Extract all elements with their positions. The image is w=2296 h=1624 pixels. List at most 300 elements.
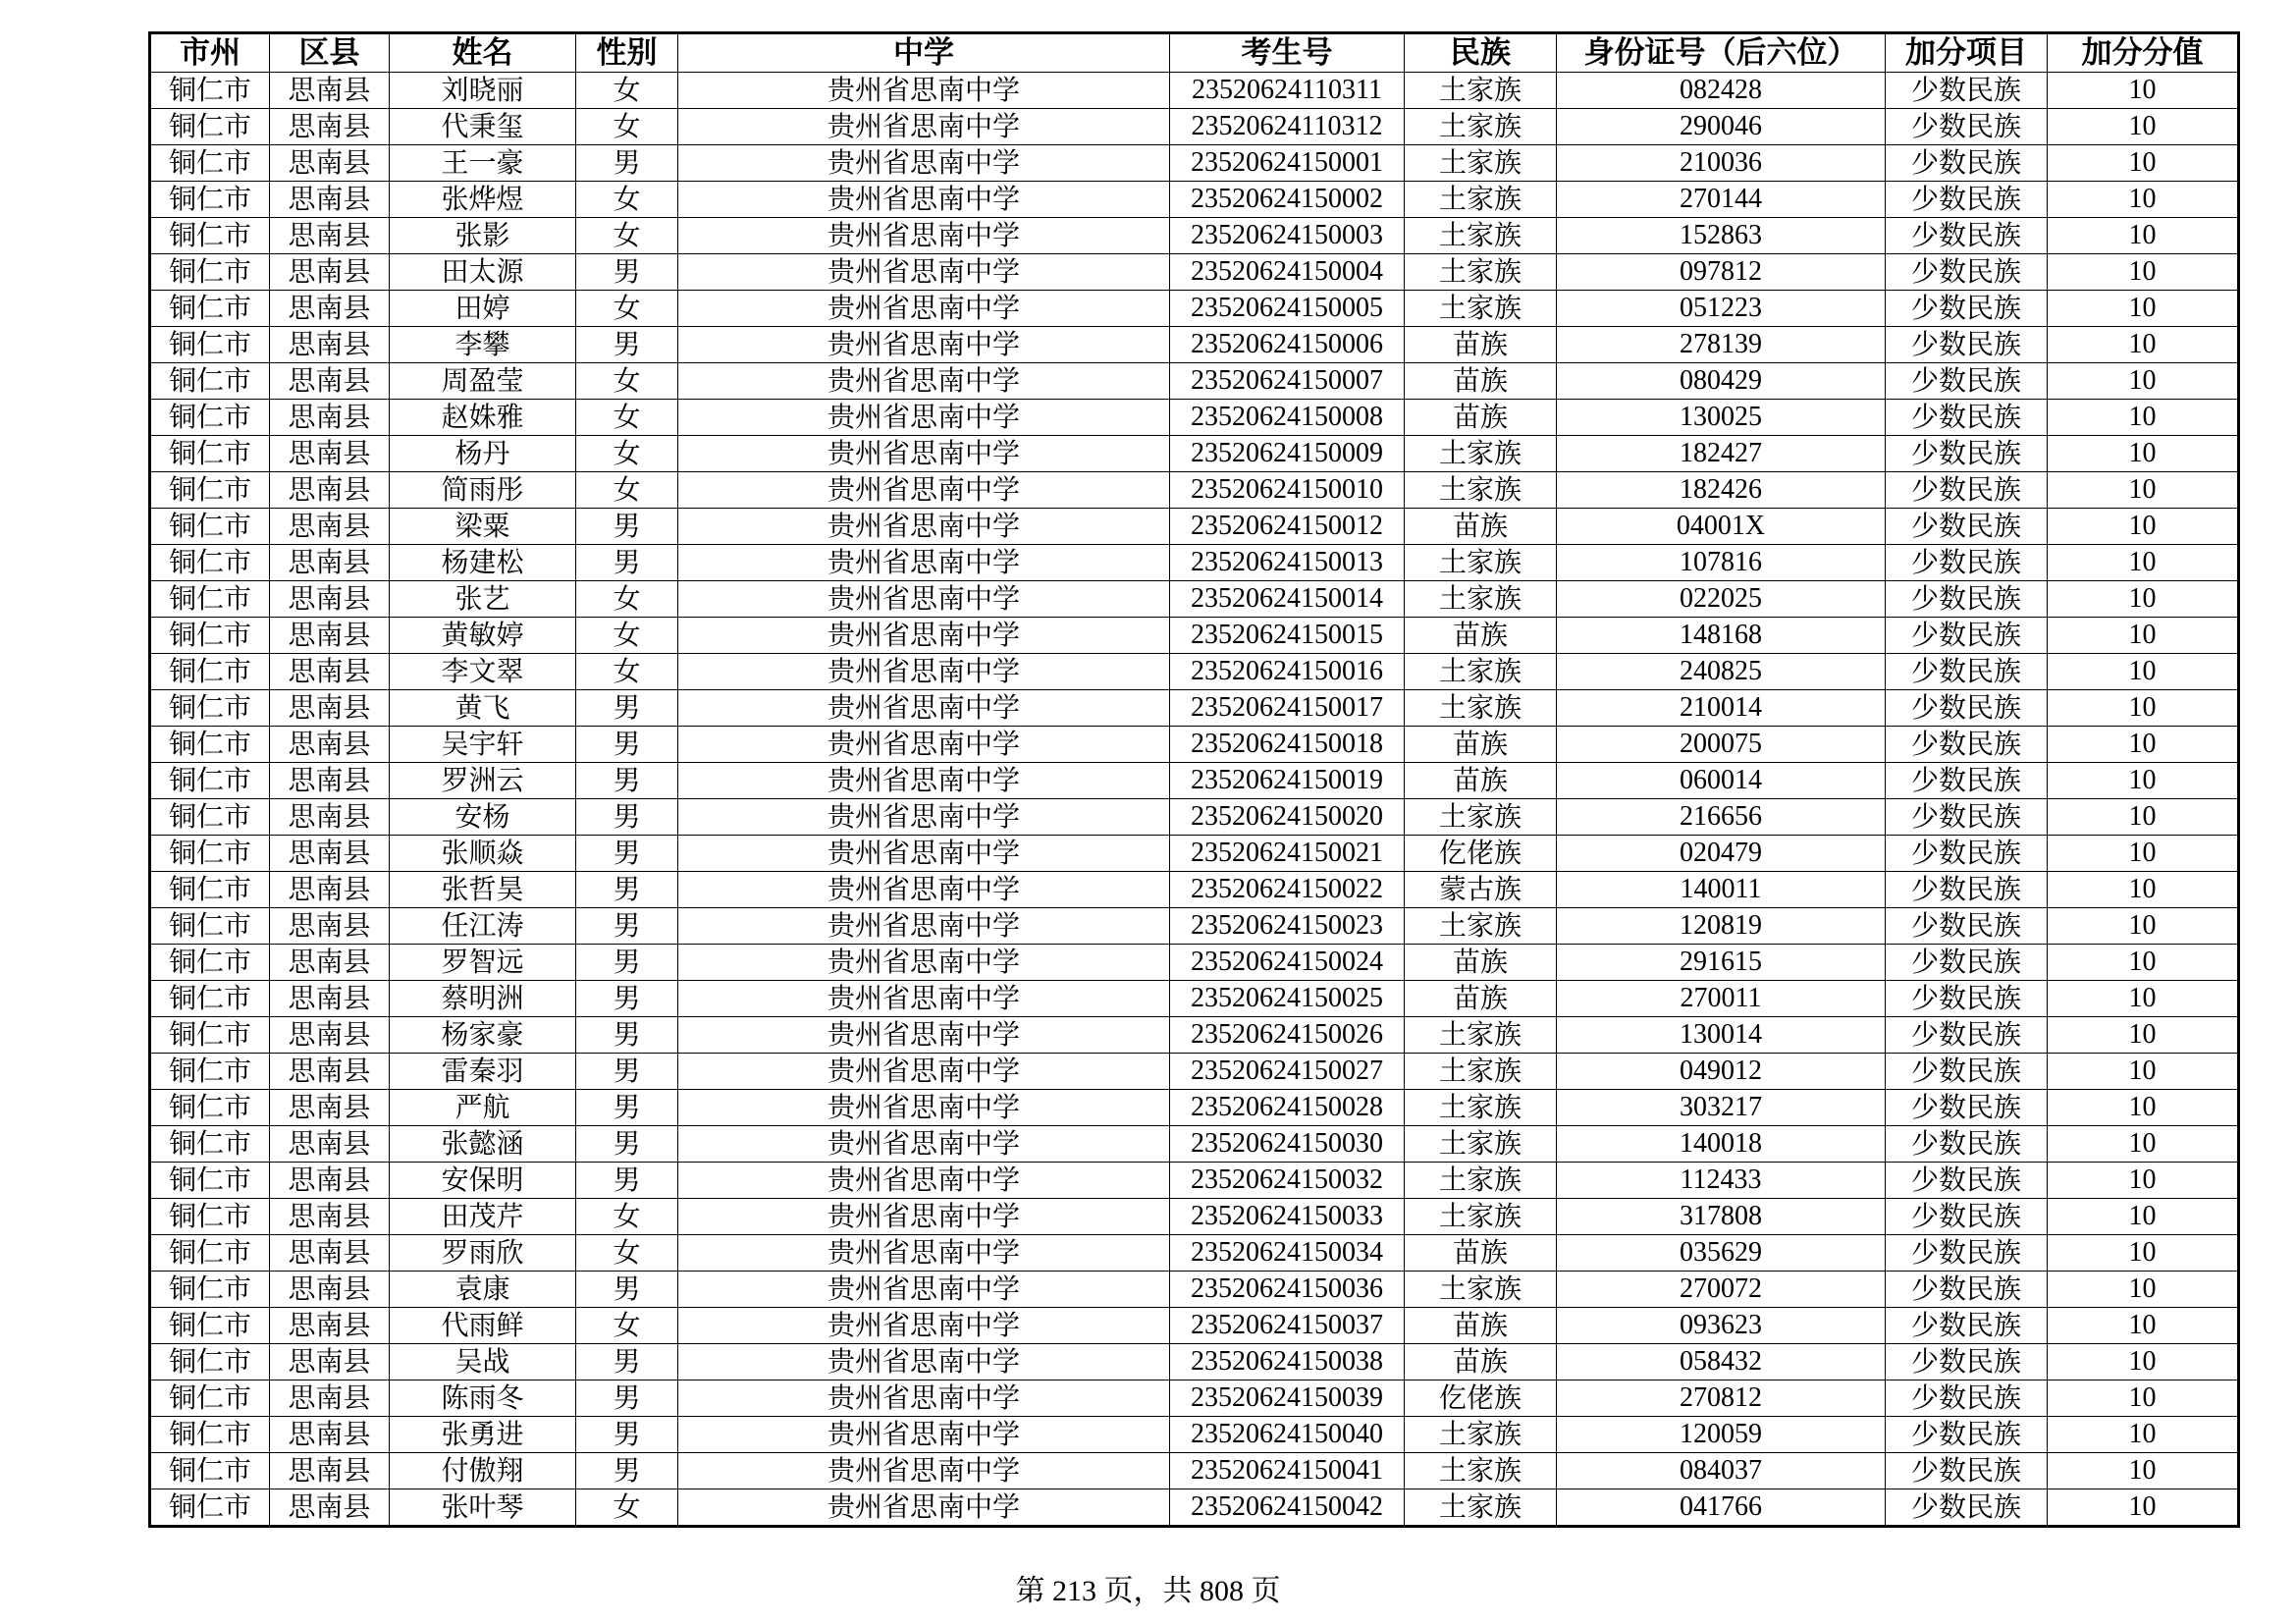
cell-name: 任江涛 <box>390 908 576 945</box>
cell-gender: 女 <box>576 1489 678 1527</box>
cell-ethnicity: 苗族 <box>1405 1308 1557 1344</box>
cell-bonus-value: 10 <box>2048 109 2239 145</box>
cell-county: 思南县 <box>270 291 390 327</box>
cell-exam-number: 23520624150024 <box>1170 945 1405 981</box>
table-row <box>150 1344 2239 1380</box>
cell-city: 铜仁市 <box>150 327 270 363</box>
cell-id-last-six: 290046 <box>1557 109 1886 145</box>
cell-bonus-value: 10 <box>2048 73 2239 109</box>
table-row <box>150 1126 2239 1163</box>
cell-bonus-item: 少数民族 <box>1886 945 2048 981</box>
cell-exam-number: 23520624150005 <box>1170 291 1405 327</box>
cell-bonus-value: 10 <box>2048 363 2239 400</box>
cell-bonus-value: 10 <box>2048 182 2239 218</box>
cell-bonus-value: 10 <box>2048 690 2239 727</box>
cell-county: 思南县 <box>270 1199 390 1235</box>
cell-gender: 男 <box>576 1380 678 1417</box>
cell-school: 贵州省思南中学 <box>678 945 1170 981</box>
header-gender: 性别 <box>576 33 678 73</box>
cell-school: 贵州省思南中学 <box>678 763 1170 799</box>
cell-exam-number: 23520624110312 <box>1170 109 1405 145</box>
cell-id-last-six: 035629 <box>1557 1235 1886 1272</box>
cell-id-last-six: 130014 <box>1557 1017 1886 1054</box>
cell-exam-number: 23520624150017 <box>1170 690 1405 727</box>
table-row <box>150 618 2239 654</box>
cell-county: 思南县 <box>270 400 390 436</box>
cell-city: 铜仁市 <box>150 799 270 836</box>
cell-bonus-item: 少数民族 <box>1886 509 2048 545</box>
cell-county: 思南县 <box>270 690 390 727</box>
cell-name: 代雨鲜 <box>390 1308 576 1344</box>
cell-school: 贵州省思南中学 <box>678 799 1170 836</box>
cell-name: 杨建松 <box>390 545 576 581</box>
cell-city: 铜仁市 <box>150 618 270 654</box>
cell-city: 铜仁市 <box>150 1308 270 1344</box>
table-row <box>150 1017 2239 1054</box>
cell-bonus-item: 少数民族 <box>1886 872 2048 908</box>
table-row <box>150 472 2239 509</box>
cell-bonus-value: 10 <box>2048 254 2239 291</box>
cell-gender: 男 <box>576 545 678 581</box>
cell-county: 思南县 <box>270 218 390 254</box>
cell-gender: 男 <box>576 254 678 291</box>
cell-gender: 男 <box>576 1054 678 1090</box>
table-row <box>150 363 2239 400</box>
cell-county: 思南县 <box>270 73 390 109</box>
cell-bonus-value: 10 <box>2048 1054 2239 1090</box>
cell-county: 思南县 <box>270 1417 390 1453</box>
cell-id-last-six: 107816 <box>1557 545 1886 581</box>
cell-exam-number: 23520624150021 <box>1170 836 1405 872</box>
cell-bonus-item: 少数民族 <box>1886 799 2048 836</box>
table-row <box>150 1090 2239 1126</box>
cell-county: 思南县 <box>270 1126 390 1163</box>
cell-name: 刘晓丽 <box>390 73 576 109</box>
cell-name: 付傲翔 <box>390 1453 576 1489</box>
cell-exam-number: 23520624150012 <box>1170 509 1405 545</box>
table-row <box>150 73 2239 109</box>
page-indicator: 第 213 页，共 808 页 <box>1015 1575 1281 1607</box>
cell-city: 铜仁市 <box>150 1344 270 1380</box>
cell-gender: 女 <box>576 109 678 145</box>
cell-id-last-six: 291615 <box>1557 945 1886 981</box>
cell-school: 贵州省思南中学 <box>678 1344 1170 1380</box>
cell-school: 贵州省思南中学 <box>678 472 1170 509</box>
cell-county: 思南县 <box>270 472 390 509</box>
cell-ethnicity: 苗族 <box>1405 727 1557 763</box>
cell-city: 铜仁市 <box>150 145 270 182</box>
cell-bonus-item: 少数民族 <box>1886 1017 2048 1054</box>
cell-gender: 男 <box>576 145 678 182</box>
cell-exam-number: 23520624150010 <box>1170 472 1405 509</box>
table-header-row <box>150 33 2239 73</box>
cell-city: 铜仁市 <box>150 908 270 945</box>
cell-city: 铜仁市 <box>150 1489 270 1527</box>
cell-county: 思南县 <box>270 618 390 654</box>
cell-city: 铜仁市 <box>150 509 270 545</box>
cell-school: 贵州省思南中学 <box>678 109 1170 145</box>
cell-id-last-six: 112433 <box>1557 1163 1886 1199</box>
cell-county: 思南县 <box>270 1344 390 1380</box>
cell-gender: 男 <box>576 727 678 763</box>
cell-bonus-value: 10 <box>2048 727 2239 763</box>
table-body <box>150 73 2239 1527</box>
table-row <box>150 145 2239 182</box>
cell-ethnicity: 苗族 <box>1405 509 1557 545</box>
cell-bonus-value: 10 <box>2048 1308 2239 1344</box>
header-id-last-six: 身份证号（后六位） <box>1557 33 1886 73</box>
cell-bonus-item: 少数民族 <box>1886 1272 2048 1308</box>
cell-bonus-value: 10 <box>2048 509 2239 545</box>
cell-school: 贵州省思南中学 <box>678 1453 1170 1489</box>
cell-school: 贵州省思南中学 <box>678 1054 1170 1090</box>
cell-school: 贵州省思南中学 <box>678 182 1170 218</box>
cell-gender: 男 <box>576 509 678 545</box>
cell-bonus-item: 少数民族 <box>1886 182 2048 218</box>
cell-school: 贵州省思南中学 <box>678 509 1170 545</box>
cell-city: 铜仁市 <box>150 254 270 291</box>
cell-exam-number: 23520624150039 <box>1170 1380 1405 1417</box>
cell-bonus-value: 10 <box>2048 1126 2239 1163</box>
cell-city: 铜仁市 <box>150 1163 270 1199</box>
cell-id-last-six: 082428 <box>1557 73 1886 109</box>
cell-exam-number: 23520624150036 <box>1170 1272 1405 1308</box>
cell-id-last-six: 317808 <box>1557 1199 1886 1235</box>
cell-exam-number: 23520624150013 <box>1170 545 1405 581</box>
cell-school: 贵州省思南中学 <box>678 1199 1170 1235</box>
cell-county: 思南县 <box>270 327 390 363</box>
cell-school: 贵州省思南中学 <box>678 581 1170 618</box>
cell-id-last-six: 084037 <box>1557 1453 1886 1489</box>
cell-bonus-item: 少数民族 <box>1886 1126 2048 1163</box>
cell-id-last-six: 051223 <box>1557 291 1886 327</box>
table-row <box>150 1308 2239 1344</box>
cell-county: 思南县 <box>270 1380 390 1417</box>
cell-school: 贵州省思南中学 <box>678 218 1170 254</box>
cell-gender: 女 <box>576 363 678 400</box>
header-school: 中学 <box>678 33 1170 73</box>
cell-name: 张影 <box>390 218 576 254</box>
cell-bonus-value: 10 <box>2048 1453 2239 1489</box>
cell-ethnicity: 土家族 <box>1405 472 1557 509</box>
cell-gender: 男 <box>576 799 678 836</box>
cell-county: 思南县 <box>270 908 390 945</box>
cell-exam-number: 23520624150020 <box>1170 799 1405 836</box>
cell-school: 贵州省思南中学 <box>678 727 1170 763</box>
cell-name: 吴战 <box>390 1344 576 1380</box>
cell-school: 贵州省思南中学 <box>678 1417 1170 1453</box>
cell-city: 铜仁市 <box>150 109 270 145</box>
cell-county: 思南县 <box>270 654 390 690</box>
cell-gender: 女 <box>576 1235 678 1272</box>
header-name: 姓名 <box>390 33 576 73</box>
cell-bonus-value: 10 <box>2048 908 2239 945</box>
cell-city: 铜仁市 <box>150 945 270 981</box>
cell-ethnicity: 土家族 <box>1405 1054 1557 1090</box>
cell-ethnicity: 苗族 <box>1405 945 1557 981</box>
cell-name: 陈雨冬 <box>390 1380 576 1417</box>
cell-name: 田茂芹 <box>390 1199 576 1235</box>
cell-county: 思南县 <box>270 581 390 618</box>
cell-name: 张哲昊 <box>390 872 576 908</box>
cell-school: 贵州省思南中学 <box>678 1163 1170 1199</box>
cell-exam-number: 23520624150004 <box>1170 254 1405 291</box>
cell-gender: 男 <box>576 1017 678 1054</box>
cell-city: 铜仁市 <box>150 400 270 436</box>
table-row <box>150 1272 2239 1308</box>
cell-exam-number: 23520624150015 <box>1170 618 1405 654</box>
cell-gender: 女 <box>576 472 678 509</box>
cell-county: 思南县 <box>270 109 390 145</box>
cell-bonus-value: 10 <box>2048 836 2239 872</box>
cell-ethnicity: 仡佬族 <box>1405 836 1557 872</box>
header-bonus-item: 加分项目 <box>1886 33 2048 73</box>
cell-exam-number: 23520624150009 <box>1170 436 1405 472</box>
cell-ethnicity: 土家族 <box>1405 436 1557 472</box>
cell-exam-number: 23520624150006 <box>1170 327 1405 363</box>
cell-gender: 女 <box>576 182 678 218</box>
cell-county: 思南县 <box>270 254 390 291</box>
cell-bonus-value: 10 <box>2048 1163 2239 1199</box>
cell-bonus-value: 10 <box>2048 654 2239 690</box>
cell-city: 铜仁市 <box>150 581 270 618</box>
cell-name: 蔡明洲 <box>390 981 576 1017</box>
cell-name: 简雨彤 <box>390 472 576 509</box>
cell-county: 思南县 <box>270 1235 390 1272</box>
cell-bonus-item: 少数民族 <box>1886 109 2048 145</box>
cell-ethnicity: 苗族 <box>1405 1344 1557 1380</box>
cell-bonus-value: 10 <box>2048 618 2239 654</box>
cell-gender: 男 <box>576 763 678 799</box>
cell-ethnicity: 土家族 <box>1405 254 1557 291</box>
table-row <box>150 654 2239 690</box>
cell-county: 思南县 <box>270 363 390 400</box>
cell-ethnicity: 土家族 <box>1405 799 1557 836</box>
cell-bonus-item: 少数民族 <box>1886 618 2048 654</box>
cell-ethnicity: 土家族 <box>1405 1126 1557 1163</box>
header-ethnicity: 民族 <box>1405 33 1557 73</box>
cell-gender: 男 <box>576 945 678 981</box>
cell-ethnicity: 仡佬族 <box>1405 1380 1557 1417</box>
cell-ethnicity: 土家族 <box>1405 1489 1557 1527</box>
cell-school: 贵州省思南中学 <box>678 654 1170 690</box>
cell-bonus-item: 少数民族 <box>1886 981 2048 1017</box>
cell-bonus-item: 少数民族 <box>1886 1489 2048 1527</box>
cell-bonus-item: 少数民族 <box>1886 1417 2048 1453</box>
cell-gender: 女 <box>576 218 678 254</box>
cell-exam-number: 23520624150022 <box>1170 872 1405 908</box>
cell-bonus-item: 少数民族 <box>1886 1380 2048 1417</box>
cell-ethnicity: 土家族 <box>1405 145 1557 182</box>
cell-exam-number: 23520624150027 <box>1170 1054 1405 1090</box>
cell-ethnicity: 苗族 <box>1405 400 1557 436</box>
cell-exam-number: 23520624150019 <box>1170 763 1405 799</box>
cell-bonus-item: 少数民族 <box>1886 581 2048 618</box>
cell-gender: 男 <box>576 1163 678 1199</box>
cell-city: 铜仁市 <box>150 182 270 218</box>
cell-bonus-item: 少数民族 <box>1886 1163 2048 1199</box>
table-row <box>150 690 2239 727</box>
table-row <box>150 1417 2239 1453</box>
cell-school: 贵州省思南中学 <box>678 1126 1170 1163</box>
cell-city: 铜仁市 <box>150 436 270 472</box>
cell-id-last-six: 058432 <box>1557 1344 1886 1380</box>
cell-bonus-item: 少数民族 <box>1886 1054 2048 1090</box>
cell-gender: 女 <box>576 436 678 472</box>
cell-gender: 男 <box>576 1090 678 1126</box>
cell-id-last-six: 148168 <box>1557 618 1886 654</box>
cell-county: 思南县 <box>270 436 390 472</box>
cell-exam-number: 23520624110311 <box>1170 73 1405 109</box>
cell-bonus-value: 10 <box>2048 1380 2239 1417</box>
cell-id-last-six: 200075 <box>1557 727 1886 763</box>
cell-exam-number: 23520624150028 <box>1170 1090 1405 1126</box>
cell-school: 贵州省思南中学 <box>678 400 1170 436</box>
table-row <box>150 254 2239 291</box>
cell-bonus-value: 10 <box>2048 981 2239 1017</box>
cell-name: 李攀 <box>390 327 576 363</box>
cell-exam-number: 23520624150033 <box>1170 1199 1405 1235</box>
cell-bonus-item: 少数民族 <box>1886 1199 2048 1235</box>
cell-school: 贵州省思南中学 <box>678 872 1170 908</box>
cell-id-last-six: 049012 <box>1557 1054 1886 1090</box>
cell-name: 黄飞 <box>390 690 576 727</box>
cell-city: 铜仁市 <box>150 1235 270 1272</box>
cell-exam-number: 23520624150032 <box>1170 1163 1405 1199</box>
bonus-points-table <box>148 31 2240 1528</box>
table-row <box>150 908 2239 945</box>
cell-school: 贵州省思南中学 <box>678 1380 1170 1417</box>
cell-id-last-six: 270812 <box>1557 1380 1886 1417</box>
cell-ethnicity: 土家族 <box>1405 182 1557 218</box>
cell-id-last-six: 152863 <box>1557 218 1886 254</box>
cell-ethnicity: 土家族 <box>1405 1090 1557 1126</box>
cell-school: 贵州省思南中学 <box>678 981 1170 1017</box>
cell-county: 思南县 <box>270 1054 390 1090</box>
cell-name: 张顺焱 <box>390 836 576 872</box>
cell-bonus-value: 10 <box>2048 1417 2239 1453</box>
cell-id-last-six: 097812 <box>1557 254 1886 291</box>
cell-exam-number: 23520624150008 <box>1170 400 1405 436</box>
cell-county: 思南县 <box>270 182 390 218</box>
cell-bonus-item: 少数民族 <box>1886 1453 2048 1489</box>
cell-ethnicity: 苗族 <box>1405 618 1557 654</box>
cell-ethnicity: 土家族 <box>1405 908 1557 945</box>
table-row <box>150 981 2239 1017</box>
cell-id-last-six: 182427 <box>1557 436 1886 472</box>
cell-bonus-item: 少数民族 <box>1886 763 2048 799</box>
table-row <box>150 436 2239 472</box>
table-row <box>150 1380 2239 1417</box>
cell-gender: 男 <box>576 836 678 872</box>
cell-gender: 女 <box>576 73 678 109</box>
cell-county: 思南县 <box>270 1308 390 1344</box>
cell-bonus-item: 少数民族 <box>1886 327 2048 363</box>
cell-county: 思南县 <box>270 836 390 872</box>
cell-id-last-six: 270011 <box>1557 981 1886 1017</box>
cell-city: 铜仁市 <box>150 291 270 327</box>
cell-exam-number: 23520624150007 <box>1170 363 1405 400</box>
cell-gender: 男 <box>576 1126 678 1163</box>
cell-school: 贵州省思南中学 <box>678 1235 1170 1272</box>
table-row <box>150 763 2239 799</box>
cell-bonus-value: 10 <box>2048 799 2239 836</box>
cell-school: 贵州省思南中学 <box>678 1272 1170 1308</box>
cell-exam-number: 23520624150001 <box>1170 145 1405 182</box>
cell-ethnicity: 土家族 <box>1405 1163 1557 1199</box>
cell-id-last-six: 130025 <box>1557 400 1886 436</box>
cell-bonus-item: 少数民族 <box>1886 1308 2048 1344</box>
cell-id-last-six: 060014 <box>1557 763 1886 799</box>
table-row <box>150 400 2239 436</box>
cell-id-last-six: 093623 <box>1557 1308 1886 1344</box>
cell-bonus-value: 10 <box>2048 400 2239 436</box>
cell-gender: 男 <box>576 981 678 1017</box>
cell-county: 思南县 <box>270 1090 390 1126</box>
cell-gender: 女 <box>576 400 678 436</box>
cell-id-last-six: 278139 <box>1557 327 1886 363</box>
table-row <box>150 872 2239 908</box>
cell-bonus-value: 10 <box>2048 1235 2239 1272</box>
cell-school: 贵州省思南中学 <box>678 836 1170 872</box>
cell-name: 赵姝雅 <box>390 400 576 436</box>
cell-county: 思南县 <box>270 145 390 182</box>
table-row <box>150 218 2239 254</box>
header-exam-number: 考生号 <box>1170 33 1405 73</box>
cell-name: 罗雨欣 <box>390 1235 576 1272</box>
cell-county: 思南县 <box>270 545 390 581</box>
cell-name: 周盈莹 <box>390 363 576 400</box>
cell-ethnicity: 土家族 <box>1405 73 1557 109</box>
cell-name: 代秉玺 <box>390 109 576 145</box>
cell-county: 思南县 <box>270 1017 390 1054</box>
cell-bonus-item: 少数民族 <box>1886 73 2048 109</box>
roster-sheet <box>148 31 2237 1528</box>
cell-city: 铜仁市 <box>150 1272 270 1308</box>
table-row <box>150 109 2239 145</box>
cell-bonus-item: 少数民族 <box>1886 254 2048 291</box>
cell-gender: 女 <box>576 654 678 690</box>
cell-bonus-item: 少数民族 <box>1886 545 2048 581</box>
cell-id-last-six: 210014 <box>1557 690 1886 727</box>
cell-name: 梁粟 <box>390 509 576 545</box>
cell-bonus-value: 10 <box>2048 581 2239 618</box>
cell-bonus-item: 少数民族 <box>1886 400 2048 436</box>
cell-city: 铜仁市 <box>150 1417 270 1453</box>
cell-name: 张烨煜 <box>390 182 576 218</box>
cell-name: 吴宇轩 <box>390 727 576 763</box>
cell-exam-number: 23520624150018 <box>1170 727 1405 763</box>
cell-bonus-value: 10 <box>2048 327 2239 363</box>
cell-county: 思南县 <box>270 1272 390 1308</box>
cell-gender: 女 <box>576 291 678 327</box>
cell-school: 贵州省思南中学 <box>678 73 1170 109</box>
cell-bonus-value: 10 <box>2048 218 2239 254</box>
cell-name: 张勇进 <box>390 1417 576 1453</box>
cell-name: 杨丹 <box>390 436 576 472</box>
cell-gender: 男 <box>576 1344 678 1380</box>
cell-bonus-item: 少数民族 <box>1886 363 2048 400</box>
table-row <box>150 1199 2239 1235</box>
cell-id-last-six: 210036 <box>1557 145 1886 182</box>
cell-bonus-value: 10 <box>2048 763 2239 799</box>
cell-bonus-item: 少数民族 <box>1886 836 2048 872</box>
cell-gender: 男 <box>576 908 678 945</box>
cell-bonus-item: 少数民族 <box>1886 436 2048 472</box>
cell-bonus-item: 少数民族 <box>1886 1090 2048 1126</box>
cell-ethnicity: 土家族 <box>1405 545 1557 581</box>
cell-id-last-six: 240825 <box>1557 654 1886 690</box>
